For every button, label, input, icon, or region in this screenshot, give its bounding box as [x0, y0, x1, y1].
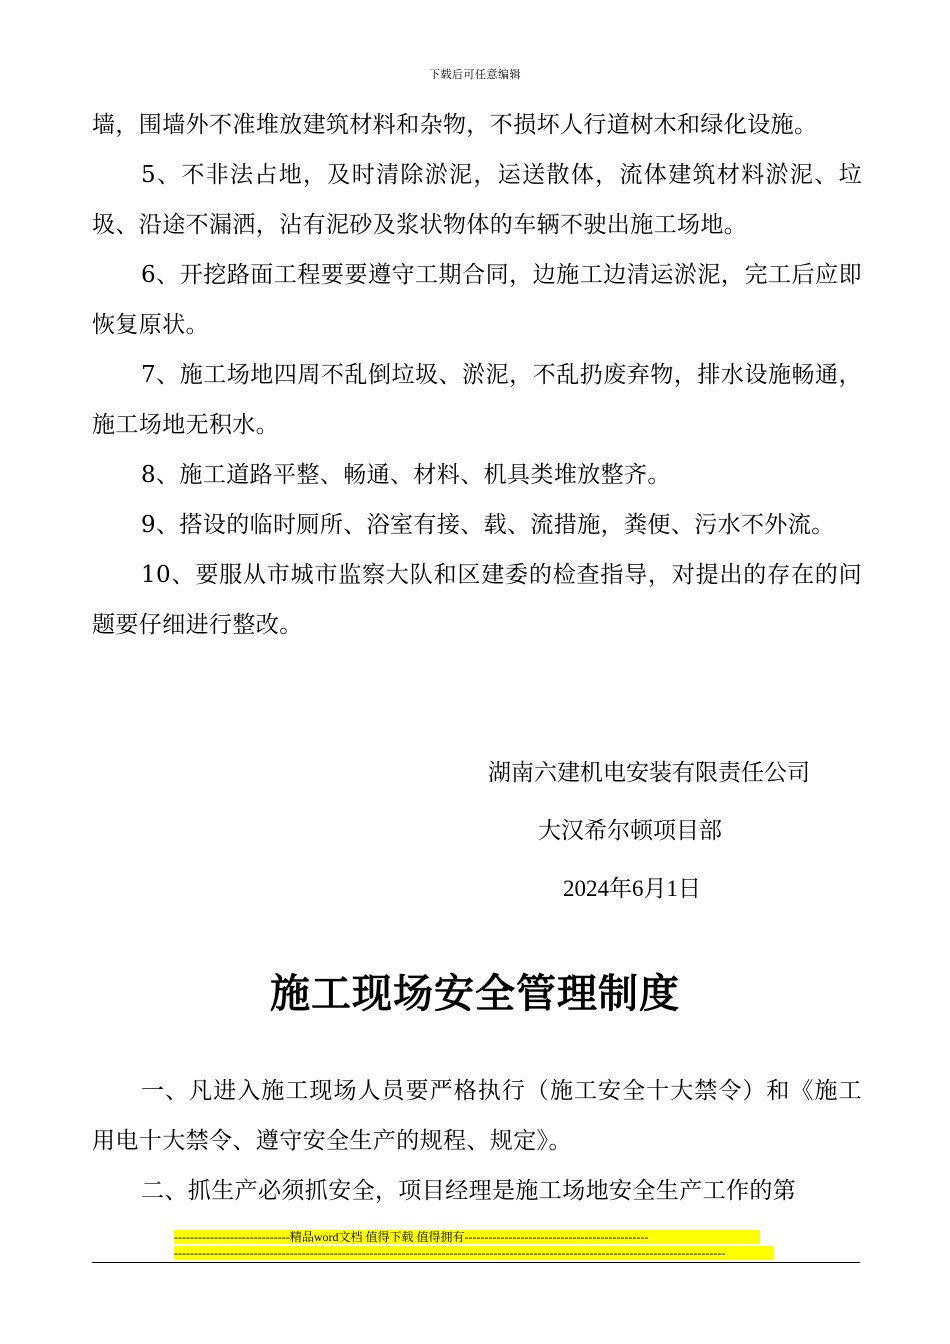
- signature-department: 大汉希尔顿项目部: [538, 818, 722, 844]
- paragraph-item-7: 7、施工场地四周不乱倒垃圾、淤泥，不乱扔废弃物，排水设施畅通，施工场地无积水。: [92, 362, 862, 438]
- footer-banner-line-1: -----------------------------精品word文档 值得下载 值得拥有----------------------------------------------: [174, 1230, 760, 1244]
- footer-divider: [92, 1262, 860, 1263]
- section-title: 施工现场安全管理制度: [270, 971, 680, 1017]
- signature-date: 2024年6月1日: [563, 876, 701, 901]
- footer-banner-line-2: ------------------------------------------------------------------------------------------------------------------------------------------: [174, 1246, 774, 1260]
- paragraph-item-6: 6、开挖路面工程要要遵守工期合同，边施工边清运淤泥，完工后应即恢复原状。: [92, 262, 862, 338]
- paragraph-item-5: 5、不非法占地，及时清除淤泥，运送散体，流体建筑材料淤泥、垃圾、沿途不漏洒，沾有泥砂及浆状物体的车辆不驶出施工场地。: [92, 162, 862, 238]
- paragraph-item-8: 8、施工道路平整、畅通、材料、机具类堆放整齐。: [141, 462, 671, 488]
- section-paragraph-1: 一、凡进入施工现场人员要严格执行（施工安全十大禁令）和《施工用电十大禁令、遵守安全生产的规程、规定》。: [92, 1078, 862, 1154]
- paragraph-continuation: 墙，围墙外不准堆放建筑材料和杂物，不损坏人行道树木和绿化设施。: [92, 112, 818, 138]
- document-body: [92, 100, 862, 650]
- signature-company: 湖南六建机电安装有限责任公司: [488, 760, 810, 786]
- paragraph-item-9: 9、搭设的临时厕所、浴室有接、载、流措施，粪便、污水不外流。: [141, 512, 835, 538]
- section-body: [92, 1066, 862, 1216]
- header-note: 下载后可任意编辑: [429, 68, 521, 81]
- paragraph-item-10: 10、要服从市城市监察大队和区建委的检查指导，对提出的存在的问题要仔细进行整改。: [92, 562, 862, 638]
- section-paragraph-2: 二、抓生产必须抓安全，项目经理是施工场地安全生产工作的第: [141, 1178, 797, 1204]
